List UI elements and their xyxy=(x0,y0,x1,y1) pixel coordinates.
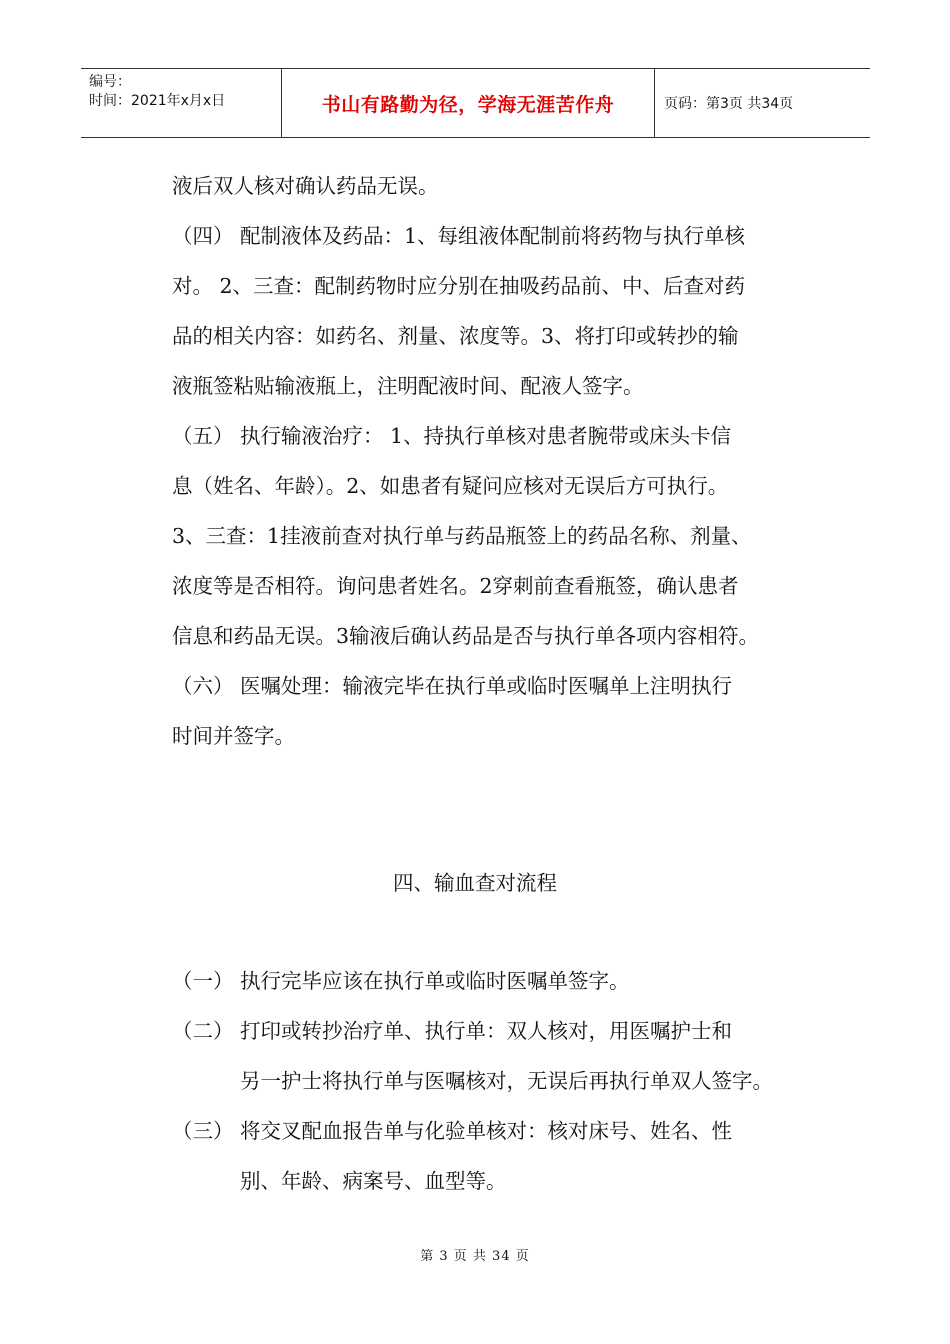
paragraph-line: 息（姓名、年龄）。2、如患者有疑问应核对无误后方可执行。 xyxy=(172,474,729,498)
section-infusion-check-body xyxy=(172,161,822,761)
paragraph-line: 对。 2、三查：配制药物时应分别在抽吸药品前、中、后查对药 xyxy=(172,274,746,298)
header-motto: 书山有路勤为径，学海无涯苦作舟 xyxy=(282,69,655,137)
list-item: （二） 打印或转抄治疗单、执行单：双人核对，用医嘱护士和 xyxy=(172,1019,733,1043)
paragraph-line: 信息和药品无误。3输液后确认药品是否与执行单各项内容相符。 xyxy=(172,624,760,648)
paragraph-line: （五） 执行输液治疗： 1、持执行单核对患者腕带或床头卡信 xyxy=(172,424,732,448)
page-footer: 第 3 页 共 34 页 xyxy=(420,1249,530,1264)
list-item: （一） 执行完毕应该在执行单或临时医嘱单签字。 xyxy=(172,969,630,993)
document-date-label: 时间：2021年x月x日 xyxy=(89,93,226,109)
paragraph-line: 品的相关内容：如药名、剂量、浓度等。3、将打印或转抄的输 xyxy=(172,324,739,348)
header-page-number: 页码：第3页 共34页 xyxy=(664,96,794,112)
list-item: （三） 将交叉配血报告单与化验单核对：核对床号、姓名、性 xyxy=(172,1119,733,1143)
paragraph-line: 液后双人核对确认药品无误。 xyxy=(172,174,439,198)
page-header xyxy=(81,68,870,138)
document-number-label: 编号： xyxy=(89,74,131,90)
paragraph-line: （六） 医嘱处理：输液完毕在执行单或临时医嘱单上注明执行 xyxy=(172,674,733,698)
paragraph-line: 浓度等是否相符。询问患者姓名。2穿刺前查看瓶签，确认患者 xyxy=(172,574,739,598)
paragraph-line: 时间并签字。 xyxy=(172,724,295,748)
paragraph-line: 3、三查：1挂液前查对执行单与药品瓶签上的药品名称、剂量、 xyxy=(172,524,752,548)
paragraph-line: （四） 配制液体及药品：1、每组液体配制前将药物与执行单核 xyxy=(172,224,746,248)
paragraph-line: 液瓶签粘贴输液瓶上，注明配液时间、配液人签字。 xyxy=(172,374,644,398)
section-blood-transfusion-list xyxy=(172,956,832,1206)
section-title: 四、输血查对流程 xyxy=(393,871,557,895)
header-meta-cell xyxy=(81,69,282,137)
list-item-continuation: 另一护士将执行单与医嘱核对，无误后再执行单双人签字。 xyxy=(240,1069,773,1093)
list-item-continuation: 别、年龄、病案号、血型等。 xyxy=(240,1169,507,1193)
